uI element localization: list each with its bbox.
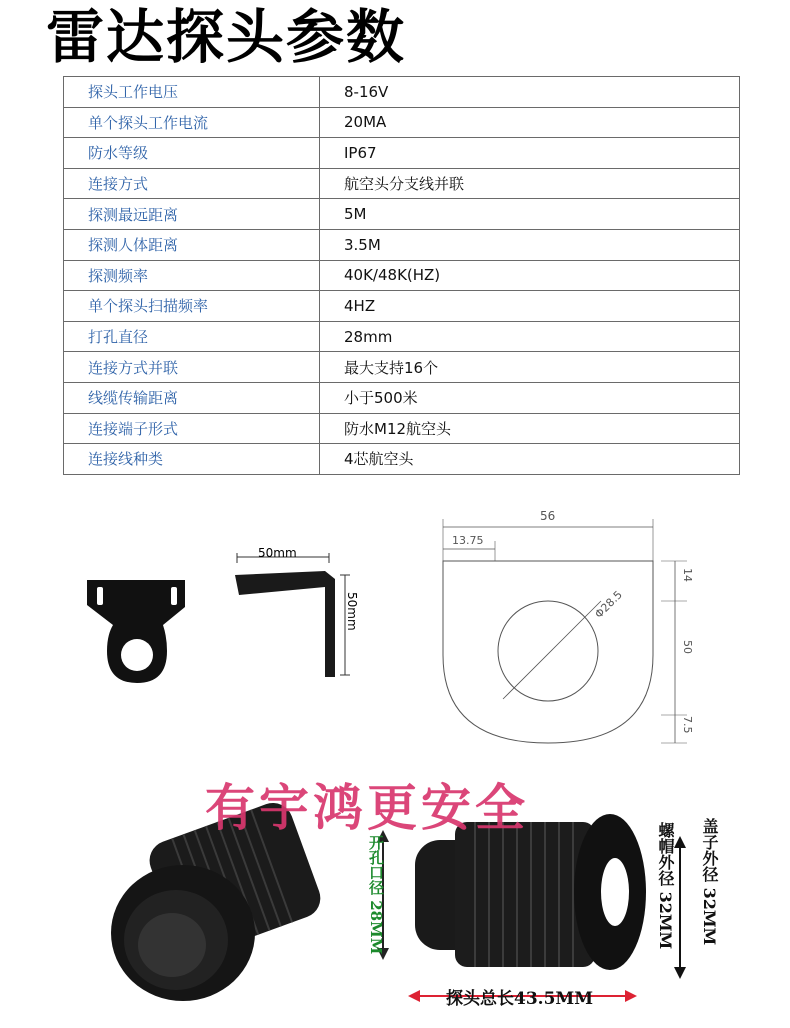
spec-value: 28mm [320,321,740,352]
spec-label: 单个探头扫描频率 [64,291,320,322]
spec-label: 防水等级 [64,138,320,169]
spec-row [64,107,740,138]
spec-label: 单个探头工作电流 [64,107,320,138]
spec-label: 线缆传输距离 [64,382,320,413]
spec-row [64,77,740,108]
spec-row [64,444,740,475]
spec-value: 4HZ [320,291,740,322]
dim-diameter-label: Φ28.5 [592,588,625,621]
spec-row [64,352,740,383]
spec-value: 20MA [320,107,740,138]
spec-value: 3.5M [320,229,740,260]
spec-value: 40K/48K(HZ) [320,260,740,291]
dim-bottom-label: 7.5 [681,716,694,734]
bracket-height-label: 50mm [345,592,359,631]
hole-diameter-label: 开孔口径 28MM [367,835,385,955]
spec-value: 5M [320,199,740,230]
spec-row [64,229,740,260]
spec-value: 8-16V [320,77,740,108]
dim-offset-label: 13.75 [452,534,484,547]
dim-top-label: 14 [681,568,694,582]
spec-row [64,321,740,352]
spec-label: 探测最远距离 [64,199,320,230]
spec-label: 探头工作电压 [64,77,320,108]
dim-height-label: 50 [681,640,694,654]
brand-watermark: 有宇鸿更安全 [205,778,529,837]
spec-value: 航空头分支线并联 [320,168,740,199]
spec-label: 探测频率 [64,260,320,291]
spec-value: 4芯航空头 [320,444,740,475]
nut-diameter-label: 螺帽外径 32MM [656,822,675,950]
spec-row [64,413,740,444]
spec-row [64,138,740,169]
bracket-photo [85,575,195,690]
spec-value: 最大支持16个 [320,352,740,383]
spec-value: IP67 [320,138,740,169]
cap-diameter-label: 盖子外径 32MM [700,818,719,946]
spec-label: 连接方式 [64,168,320,199]
spec-row [64,199,740,230]
spec-value: 防水M12航空头 [320,413,740,444]
spec-label: 打孔直径 [64,321,320,352]
spec-label: 探测人体距离 [64,229,320,260]
bracket-width-label: 50mm [258,546,297,560]
spec-label: 连接端子形式 [64,413,320,444]
dim-width-label: 56 [540,509,556,523]
spec-row [64,382,740,413]
spec-label: 连接线种类 [64,444,320,475]
spec-table [63,76,740,475]
bracket-side-diagram [225,545,365,690]
spec-row [64,168,740,199]
spec-row [64,260,740,291]
spec-row [64,291,740,322]
spec-value: 小于500米 [320,382,740,413]
page-title: 雷达探头参数 [46,3,407,71]
spec-label: 连接方式并联 [64,352,320,383]
total-length-label: 探头总长43.5MM [446,989,594,1009]
